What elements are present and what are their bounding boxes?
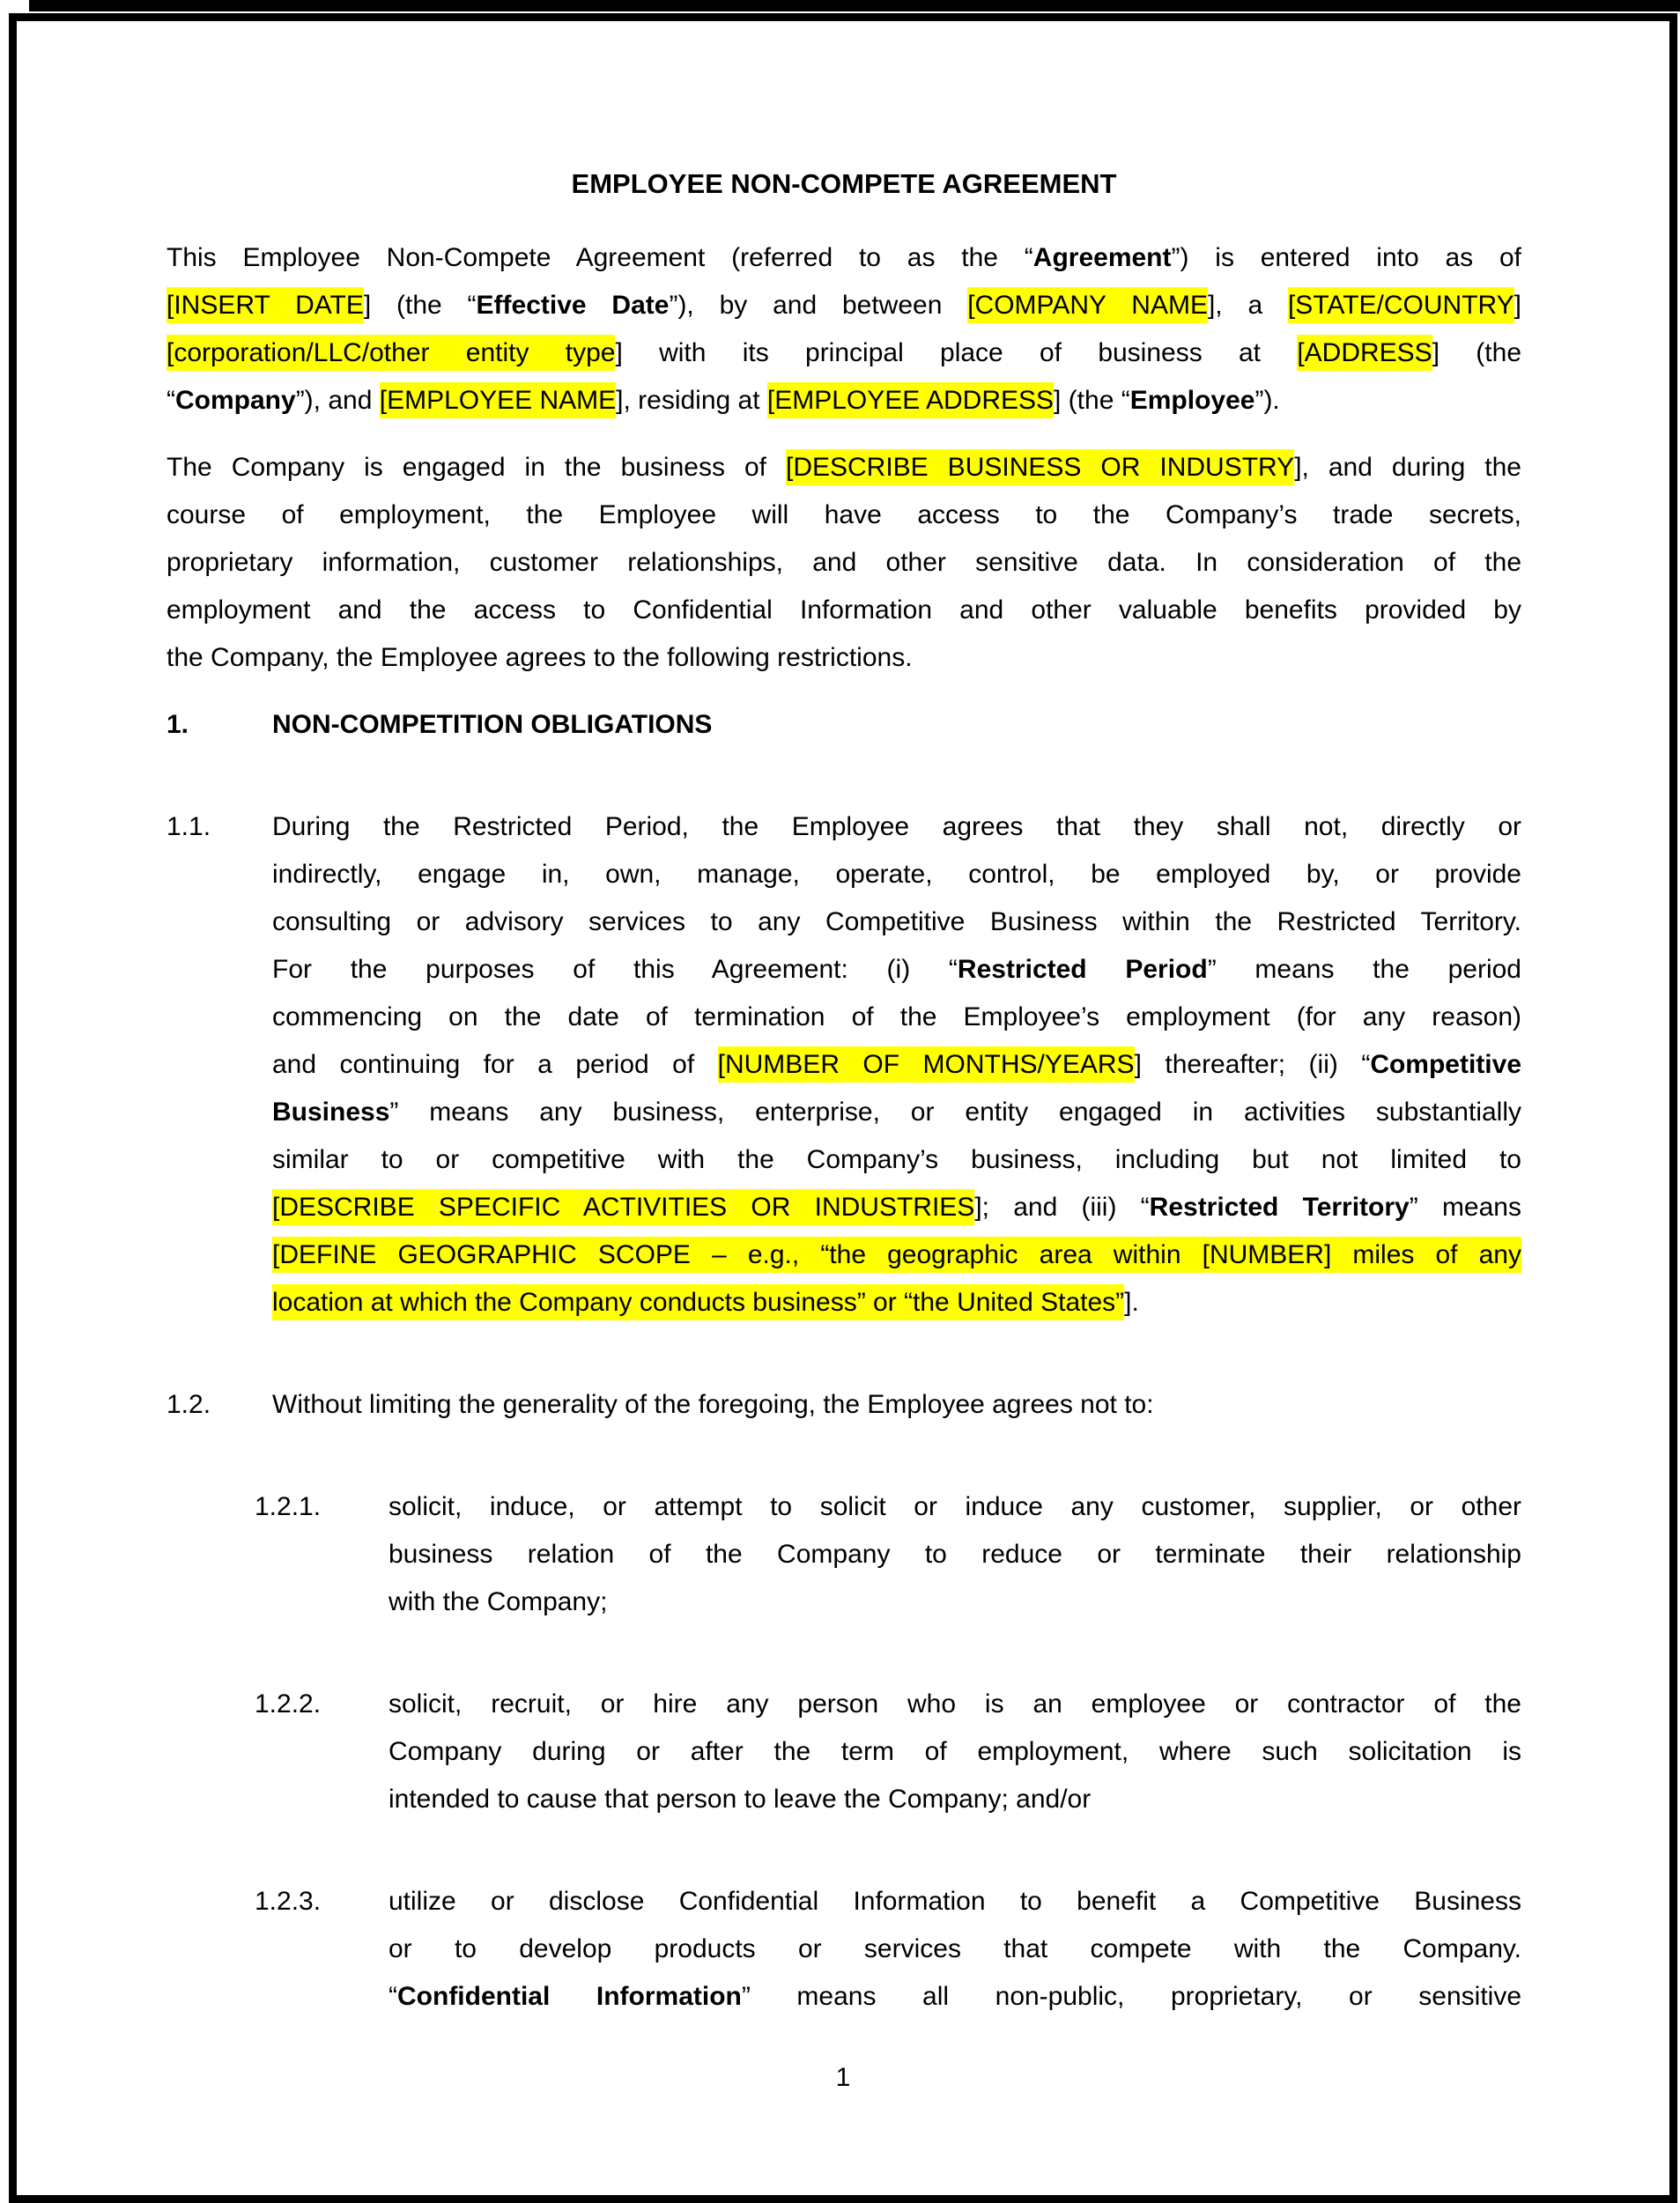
text-run: ] (the bbox=[1432, 338, 1521, 367]
text-run: utilize or disclose Confidential Information to benefit a Competitive Business bbox=[389, 1887, 1521, 1916]
text-line bbox=[167, 492, 1521, 539]
text-run: ” means all non-public, proprietary, or sensitive bbox=[741, 1982, 1521, 2011]
clause-number: 1.1. bbox=[167, 812, 211, 841]
clause-number: 1.2.2. bbox=[255, 1689, 322, 1719]
scan-edge-artifact bbox=[29, 0, 1680, 11]
clause bbox=[167, 803, 1521, 1327]
text-line bbox=[272, 851, 1521, 898]
clause-text bbox=[272, 701, 1521, 749]
placeholder-highlight: [NUMBER OF MONTHS/YEARS bbox=[718, 1046, 1135, 1083]
text-run: During the Restricted Period, the Employee agrees that they shall not, directly or bbox=[272, 812, 1521, 841]
text-run: ”), by and between bbox=[669, 291, 968, 320]
text-run: or to develop products or services that compete with the Company. bbox=[389, 1934, 1521, 1963]
text-run: Competitive bbox=[1370, 1050, 1522, 1079]
text-line bbox=[389, 1578, 1521, 1626]
clause-text bbox=[272, 1381, 1521, 1429]
text-line bbox=[167, 282, 1521, 329]
text-run: The Company is engaged in the business of bbox=[167, 453, 786, 482]
section-number: 1. bbox=[167, 710, 189, 739]
text-line bbox=[272, 946, 1521, 994]
clause bbox=[255, 1681, 1521, 1823]
text-line bbox=[272, 803, 1521, 851]
text-run: ], residing at bbox=[616, 386, 767, 415]
text-run: Confidential Information bbox=[397, 1982, 742, 2011]
document-body bbox=[167, 234, 1521, 2021]
text-run: ”), and bbox=[295, 386, 380, 415]
text-run: course of employment, the Employee will have access to the Company’s trade secrets, bbox=[167, 500, 1521, 529]
text-line bbox=[389, 1531, 1521, 1578]
text-line bbox=[272, 701, 1521, 749]
text-line bbox=[272, 1184, 1521, 1231]
text-run: ] bbox=[1513, 291, 1521, 320]
clause-text bbox=[272, 803, 1521, 1327]
page-number: 1 bbox=[835, 2063, 851, 2092]
clause-number: 1.2.1. bbox=[255, 1492, 322, 1521]
placeholder-highlight: [corporation/LLC/other entity type bbox=[167, 335, 615, 371]
text-line bbox=[167, 329, 1521, 377]
text-line bbox=[272, 994, 1521, 1041]
text-run: NON-COMPETITION OBLIGATIONS bbox=[272, 710, 713, 739]
text-line bbox=[167, 377, 1521, 425]
placeholder-highlight: [ADDRESS bbox=[1297, 335, 1432, 371]
text-line bbox=[167, 234, 1521, 282]
text-run: Restricted Period bbox=[957, 955, 1208, 984]
text-line bbox=[389, 1483, 1521, 1531]
clause bbox=[255, 1483, 1521, 1626]
placeholder-highlight: [EMPLOYEE NAME bbox=[380, 382, 616, 418]
text-line bbox=[272, 1041, 1521, 1089]
text-run: with the Company; bbox=[389, 1587, 608, 1616]
placeholder-highlight: [COMPANY NAME bbox=[967, 287, 1208, 323]
text-run: the Company, the Employee agrees to the following restrictions. bbox=[167, 643, 913, 672]
paragraph bbox=[167, 234, 1521, 425]
text-run: ]. bbox=[1124, 1288, 1139, 1317]
text-run: ” means the period bbox=[1207, 955, 1521, 984]
text-run: intended to cause that person to leave the Company; and/or bbox=[389, 1785, 1092, 1814]
text-run: For the purposes of this Agreement: (i) “ bbox=[272, 955, 958, 984]
placeholder-highlight: [STATE/COUNTRY bbox=[1288, 287, 1514, 323]
placeholder-highlight: [DESCRIBE SPECIFIC ACTIVITIES OR INDUSTRIES bbox=[272, 1189, 974, 1225]
text-run: consulting or advisory services to any Competitive Business within the Restricted Territory. bbox=[272, 907, 1521, 936]
text-run: commencing on the date of termination of the Employee’s employment (for any reason) bbox=[272, 1002, 1521, 1031]
text-line bbox=[389, 1973, 1521, 2021]
placeholder-highlight: location at which the Company conducts business” or “the United States” bbox=[272, 1284, 1124, 1320]
text-line bbox=[272, 1089, 1521, 1136]
text-line bbox=[272, 1231, 1521, 1279]
text-run: employment and the access to Confidential Information and other valuable benefits provided by bbox=[167, 595, 1521, 625]
text-line bbox=[389, 1926, 1521, 1973]
section-heading bbox=[167, 701, 1521, 749]
text-run: Agreement bbox=[1032, 243, 1172, 272]
paragraph bbox=[167, 444, 1521, 682]
page-border bbox=[9, 13, 1677, 2203]
text-line bbox=[389, 1776, 1521, 1823]
text-line bbox=[272, 898, 1521, 946]
text-line bbox=[167, 587, 1521, 634]
text-run: Company bbox=[175, 386, 296, 415]
document-content bbox=[17, 21, 1669, 2195]
text-run: ] (the “ bbox=[1054, 386, 1130, 415]
text-run: ], a bbox=[1207, 291, 1288, 320]
text-run: “ bbox=[389, 1982, 397, 2011]
clause bbox=[255, 1878, 1521, 2021]
clause-text bbox=[389, 1878, 1521, 2021]
text-run: ] thereafter; (ii) “ bbox=[1134, 1050, 1371, 1079]
text-line bbox=[389, 1681, 1521, 1728]
placeholder-highlight: [DEFINE GEOGRAPHIC SCOPE – e.g., “the geographic area within [NUMBER] miles of any bbox=[272, 1237, 1521, 1273]
placeholder-highlight: [DESCRIBE BUSINESS OR INDUSTRY bbox=[786, 449, 1294, 485]
text-run: ”) is entered into as of bbox=[1171, 243, 1521, 272]
text-run: and continuing for a period of bbox=[272, 1050, 718, 1079]
text-run: solicit, induce, or attempt to solicit or induce any customer, supplier, or other bbox=[389, 1492, 1521, 1521]
clause-text bbox=[389, 1483, 1521, 1626]
text-run: ]; and (iii) “ bbox=[974, 1193, 1150, 1222]
clause-number: 1.2. bbox=[167, 1390, 211, 1419]
text-run: ” means bbox=[1409, 1193, 1521, 1222]
text-line bbox=[167, 539, 1521, 587]
text-line bbox=[272, 1279, 1521, 1327]
text-run: Company during or after the term of employment, where such solicitation is bbox=[389, 1737, 1521, 1766]
text-line bbox=[272, 1381, 1521, 1429]
text-run: Without limiting the generality of the foregoing, the Employee agrees not to: bbox=[272, 1390, 1154, 1419]
text-run: similar to or competitive with the Company’s business, including but not limited to bbox=[272, 1145, 1521, 1174]
text-run: ” means any business, enterprise, or entity engaged in activities substantially bbox=[389, 1098, 1521, 1127]
text-run: proprietary information, customer relationships, and other sensitive data. In consideration of the bbox=[167, 548, 1521, 577]
text-run: solicit, recruit, or hire any person who is an employee or contractor of the bbox=[389, 1689, 1521, 1719]
text-run: Business bbox=[272, 1098, 390, 1127]
text-run: ] (the “ bbox=[363, 291, 477, 320]
clause-text bbox=[389, 1681, 1521, 1823]
clause-number: 1.2.3. bbox=[255, 1887, 322, 1916]
text-line bbox=[272, 1136, 1521, 1184]
text-run: “ bbox=[167, 386, 175, 415]
text-run: ], and during the bbox=[1294, 453, 1521, 482]
text-line bbox=[167, 634, 1521, 682]
placeholder-highlight: [EMPLOYEE ADDRESS bbox=[767, 382, 1054, 418]
text-run: Employee bbox=[1129, 386, 1255, 415]
text-run: business relation of the Company to reduce or terminate their relationship bbox=[389, 1540, 1521, 1569]
text-line bbox=[167, 444, 1521, 492]
document-title: EMPLOYEE NON-COMPETE AGREEMENT bbox=[571, 168, 1117, 199]
text-run: indirectly, engage in, own, manage, operate, control, be employed by, or provide bbox=[272, 860, 1521, 889]
text-run: This Employee Non-Compete Agreement (referred to as the “ bbox=[167, 243, 1033, 272]
text-run: Effective Date bbox=[476, 291, 670, 320]
text-run: ”). bbox=[1254, 386, 1280, 415]
text-line bbox=[389, 1878, 1521, 1926]
text-run: Restricted Territory bbox=[1149, 1193, 1410, 1222]
text-run: ] with its principal place of business at bbox=[615, 338, 1298, 367]
text-line bbox=[389, 1728, 1521, 1776]
clause bbox=[167, 1381, 1521, 1429]
placeholder-highlight: [INSERT DATE bbox=[167, 287, 364, 323]
